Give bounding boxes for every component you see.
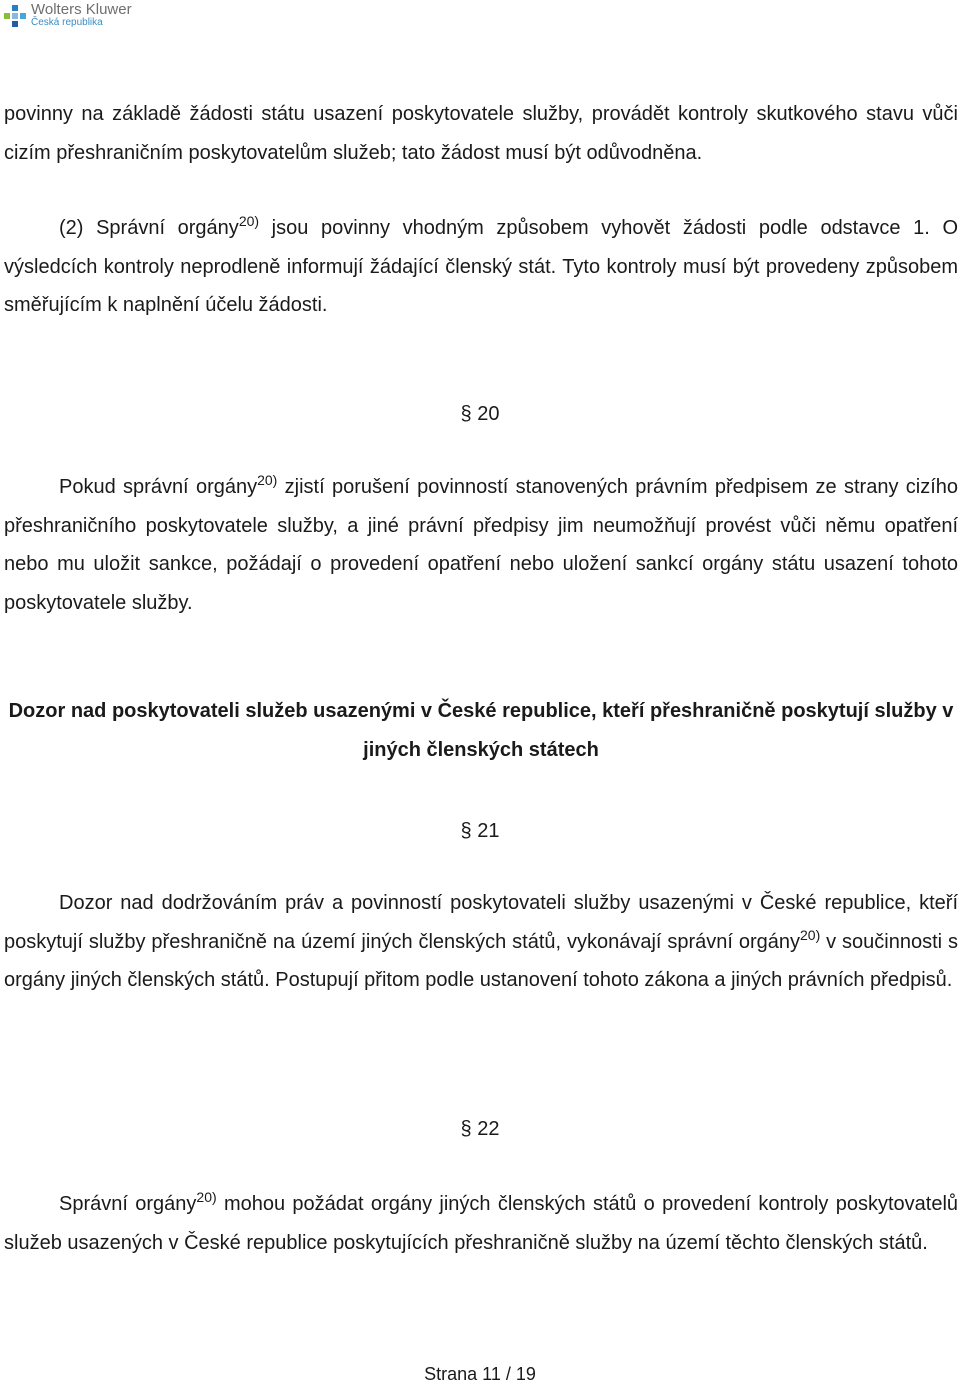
- section-22-text: Správní orgány$^{20)}$ mohou požádat orgány jiných členských států o provedení kontroly poskytovatelů služeb usazených v České republice poskytujících přeshraničně služby na území těchto členských států.: [4, 1189, 959, 1254]
- paragraph-continuation: povinny na základě žádosti státu usazení poskytovatele služby, provádět kontroly skutkového stavu vůči cizím přeshraničním poskytovatelům služeb; tato žádost musí být odůvodněna.: [4, 103, 958, 164]
- logo-mark-icon: [4, 5, 26, 27]
- section-21-text: Dozor nad dodržováním práv a povinností poskytovateli služby usazenými v České republice, kteří poskytují služby přeshraničně na území jiných členských států, vykonávají správní orgány$^{20)}$ v součinnosti s orgány jiných členských států. Postupují přitom podle ustanovení tohoto zákona a jiných právních předpisů.: [4, 892, 958, 991]
- footnote-ref: 20): [238, 213, 260, 229]
- section-22-title: § 22: [460, 1118, 500, 1140]
- section-21-title: § 21: [460, 820, 500, 842]
- footnote-ref: 20): [257, 472, 278, 488]
- publisher-logo: [4, 3, 132, 29]
- section-20-title: § 20: [460, 403, 500, 425]
- chapter-heading: Dozor nad poskytovateli služeb usazenými v České republice, kteří přeshraničně poskytují služby v jiných členských státech: [8, 700, 954, 761]
- footnote-ref: 20): [800, 926, 821, 943]
- footnote-ref: 20): [196, 1189, 217, 1205]
- paragraph-2: (2) Správní orgány$^{20)}$ jsou povinny vhodným způsobem vyhovět žádosti podle odstavce 1. O výsledcích kontroly neprodleně informují žádající členský stát. Tyto kontroly musí být provedeny způsobem směřujícím k naplnění účelu žádosti.: [4, 213, 959, 316]
- section-20-text: Pokud správní orgány$^{20)}$ zjistí porušení povinností stanovených právním předpisem ze strany cizího přeshraničního poskytovatele služby, a jiné právní předpisy jim neumožňují provést vůči němu opatření nebo mu uložit sankce, požádají o provedení opatření nebo uložení sankcí orgány státu usazení tohoto poskytovatele služby.: [4, 472, 959, 614]
- logo-name: Wolters Kluwer: [31, 1, 132, 18]
- page-number: Strana 11 / 19: [424, 1364, 536, 1384]
- logo-subtitle: Česká republika: [31, 17, 103, 28]
